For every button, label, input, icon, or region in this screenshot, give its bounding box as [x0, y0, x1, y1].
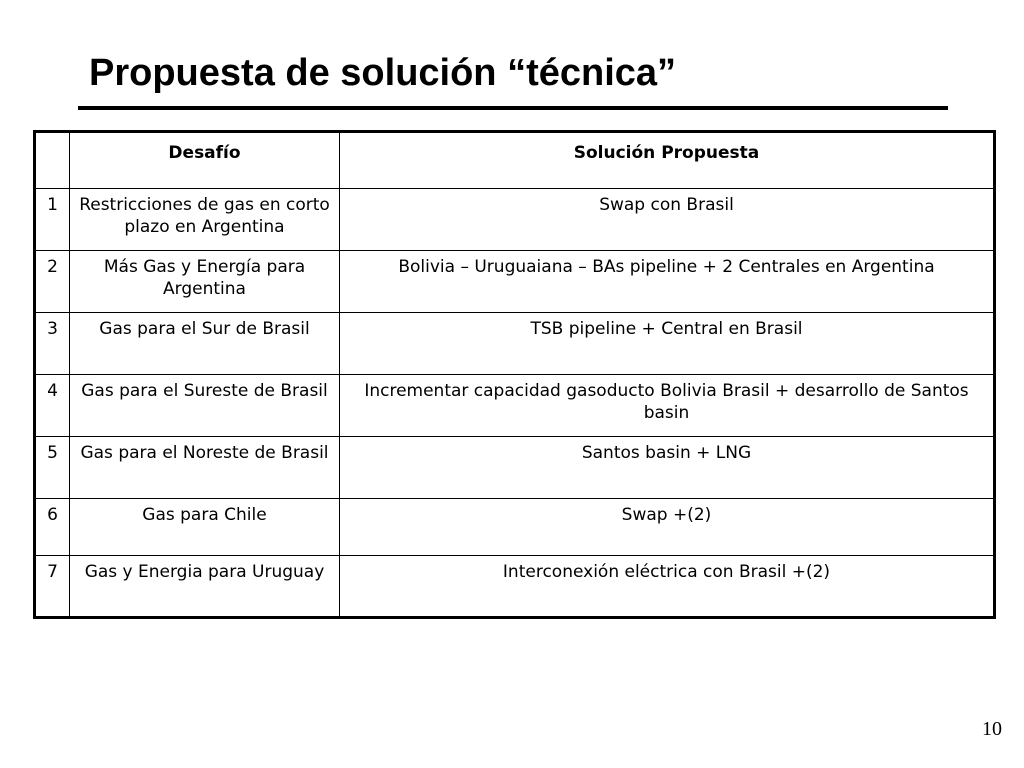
row-solution: Interconexión eléctrica con Brasil +(2) [340, 556, 995, 618]
row-challenge: Restricciones de gas en corto plazo en Argentina [70, 189, 340, 251]
title-underline [78, 106, 948, 110]
page-number: 10 [982, 718, 1002, 740]
table-header-row [35, 132, 995, 189]
row-solution: TSB pipeline + Central en Brasil [340, 313, 995, 375]
row-challenge: Gas para el Noreste de Brasil [70, 437, 340, 499]
table-row [35, 189, 995, 251]
row-solution: Incrementar capacidad gasoducto Bolivia Brasil + desarrollo de Santos basin [340, 375, 995, 437]
table-row [35, 556, 995, 618]
header-number [35, 132, 70, 189]
row-number: 6 [35, 499, 70, 556]
row-number: 7 [35, 556, 70, 618]
row-solution: Bolivia – Uruguaiana – BAs pipeline + 2 Centrales en Argentina [340, 251, 995, 313]
header-challenge: Desafío [70, 132, 340, 189]
table-row [35, 437, 995, 499]
table-row [35, 375, 995, 437]
row-challenge: Más Gas y Energía para Argentina [70, 251, 340, 313]
table-row [35, 313, 995, 375]
row-challenge: Gas para el Sureste de Brasil [70, 375, 340, 437]
solutions-table [33, 130, 996, 619]
row-number: 5 [35, 437, 70, 499]
row-number: 2 [35, 251, 70, 313]
row-challenge: Gas para el Sur de Brasil [70, 313, 340, 375]
table-row [35, 251, 995, 313]
row-number: 1 [35, 189, 70, 251]
row-challenge: Gas para Chile [70, 499, 340, 556]
row-solution: Swap con Brasil [340, 189, 995, 251]
row-number: 4 [35, 375, 70, 437]
row-solution: Swap +(2) [340, 499, 995, 556]
row-challenge: Gas y Energia para Uruguay [70, 556, 340, 618]
slide-title: Propuesta de solución “técnica” [89, 52, 677, 94]
table-row [35, 499, 995, 556]
header-solution: Solución Propuesta [340, 132, 995, 189]
row-number: 3 [35, 313, 70, 375]
row-solution: Santos basin + LNG [340, 437, 995, 499]
